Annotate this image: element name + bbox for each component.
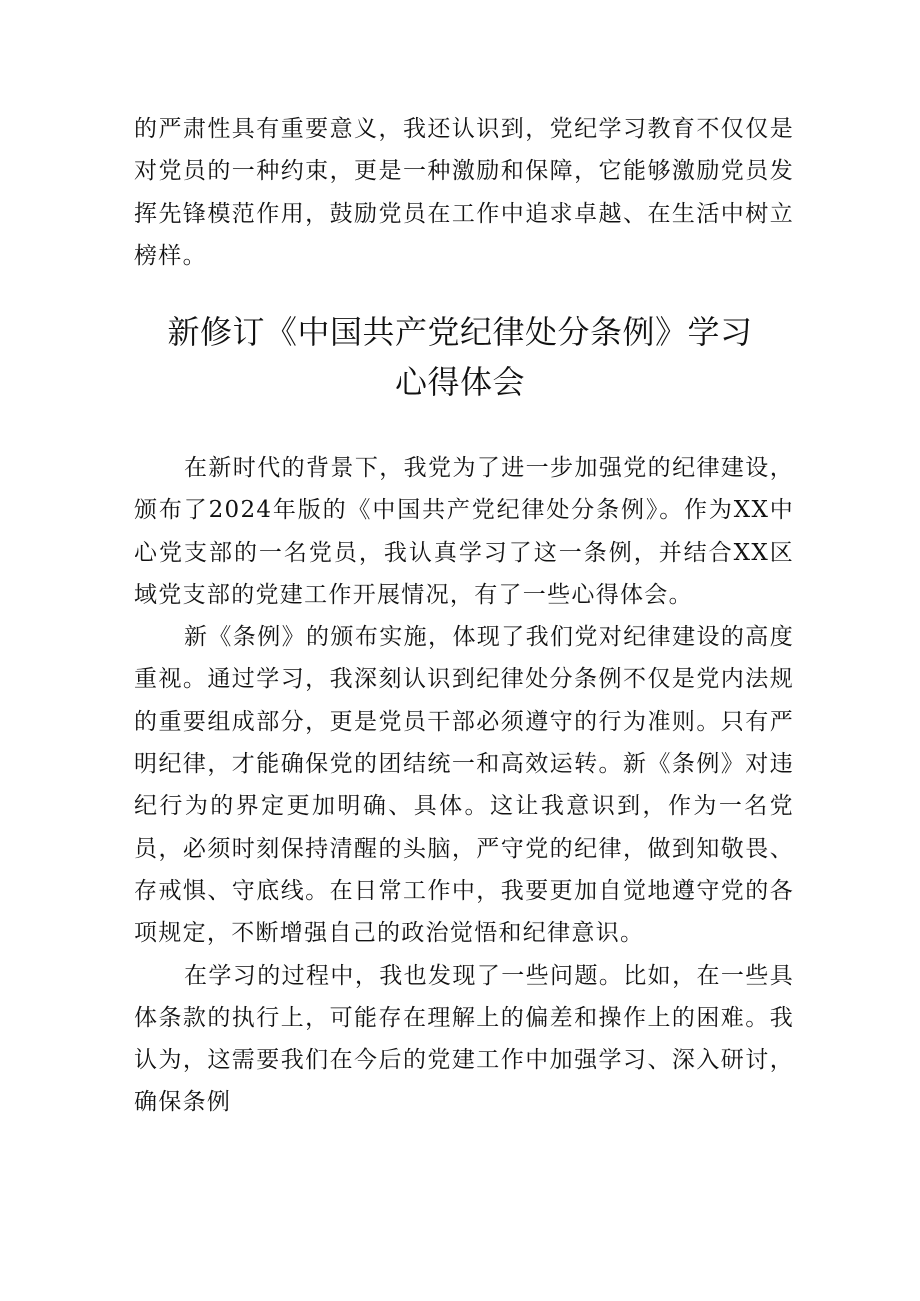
intro-text-block (134, 108, 794, 277)
document-title (110, 307, 810, 407)
body-paragraph-2: 新《条例》的颁布实施，体现了我们党对纪律建设的高度重视。通过学习，我深刻认识到纪律处分条例不仅是党内法规的重要组成部分，更是党员干部必须遵守的行为准则。只有严明纪律，才能确保党的团结统一和高效运转。新《条例》对违纪行为的界定更加明确、具体。这让我意识到，作为一名党员，必须时刻保持清醒的头脑，严守党的纪律，做到知敬畏、存戒惧、守底线。在日常工作中，我要更加自觉地遵守党的各项规定，不断增强自己的政治觉悟和纪律意识。 (134, 624, 794, 947)
body-text-block (134, 447, 794, 1124)
body-paragraph-3: 在学习的过程中，我也发现了一些问题。比如，在一些具体条款的执行上，可能存在理解上的偏差和操作上的困难。我认为，这需要我们在今后的党建工作中加强学习、深入研讨，确保条例 (134, 962, 794, 1116)
title-line-1: 新修订《中国共产党纪律处分条例》学习 (167, 313, 753, 351)
intro-paragraph: 的严肃性具有重要意义，我还认识到，党纪学习教育不仅仅是对党员的一种约束，更是一种激励和保障，它能够激励党员发挥先锋模范作用，鼓励党员在工作中追求卓越、在生活中树立榜样。 (134, 116, 794, 269)
body-paragraph-1: 在新时代的背景下，我党为了进一步加强党的纪律建设，颁布了2024年版的《中国共产党纪律处分条例》。作为XX中心党支部的一名党员，我认真学习了这一条例，并结合XX区域党支部的党建工作开展情况，有了一些心得体会。 (134, 455, 794, 608)
title-line-2: 心得体会 (394, 363, 525, 401)
